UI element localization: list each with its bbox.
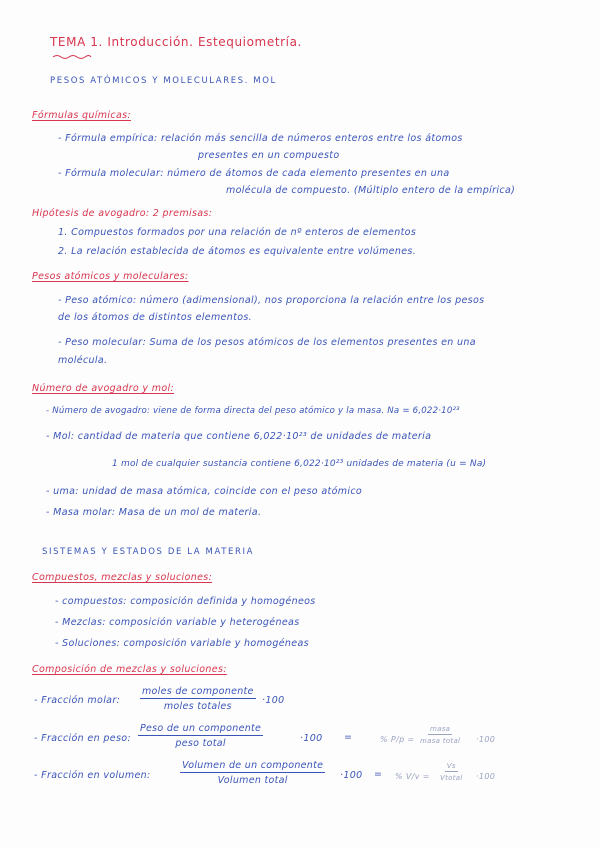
fraction-denominator: Vtotal bbox=[440, 774, 463, 782]
equals-sign: = bbox=[344, 732, 353, 743]
formula-tail: ·100 bbox=[340, 770, 363, 781]
formula-tail: ·100 bbox=[476, 772, 496, 781]
fraction-volume bbox=[180, 760, 325, 786]
text-line: - Masa molar: Masa de un mol de materia. bbox=[46, 507, 262, 518]
heading-composition: Composición de mezclas y soluciones: bbox=[32, 664, 227, 675]
formula-alt-lhs: % P/p = bbox=[380, 735, 415, 744]
fraction-weight bbox=[138, 723, 263, 749]
formula-label: - Fracción en volumen: bbox=[34, 770, 151, 781]
formula-tail: ·100 bbox=[262, 695, 285, 706]
text-line: - uma: unidad de masa atómica, coincide con el peso atómico bbox=[46, 486, 363, 497]
formula-label: - Fracción molar: bbox=[34, 695, 121, 706]
text-line: presentes en un compuesto bbox=[198, 150, 340, 161]
fraction-numerator: masa bbox=[430, 725, 451, 733]
text-line: 1. Compuestos formados por una relación de nº enteros de elementos bbox=[58, 227, 417, 238]
fraction-denominator: Volumen total bbox=[217, 775, 288, 786]
heading-formulas: Fórmulas químicas: bbox=[32, 110, 131, 121]
formula-alt-lhs: % V/v = bbox=[395, 772, 430, 781]
heading-atomic-weights: Pesos atómicos y moleculares: bbox=[32, 271, 189, 282]
text-line: - Número de avogadro: viene de forma directa del peso atómico y la masa. Na = 6,022·10²³ bbox=[46, 406, 460, 416]
text-line: - Peso atómico: número (adimensional), nos proporciona la relación entre los pesos bbox=[58, 295, 485, 306]
fraction-volume-alt bbox=[440, 762, 463, 782]
text-line: - Mol: cantidad de materia que contiene 6,022·10²³ de unidades de materia bbox=[46, 431, 432, 442]
page-title: TEMA 1. Introducción. Estequiometría. bbox=[50, 35, 302, 49]
text-line: 2. La relación establecida de átomos es equivalente entre volúmenes. bbox=[58, 246, 417, 257]
section-subtitle-2: SISTEMAS Y ESTADOS DE LA MATERIA bbox=[42, 547, 254, 557]
text-line: - Peso molecular: Suma de los pesos atómicos de los elementos presentes en una bbox=[58, 337, 476, 348]
title-underline bbox=[52, 54, 92, 60]
heading-avogadro-mol: Número de avogadro y mol: bbox=[32, 383, 175, 394]
fraction-molar bbox=[140, 686, 256, 712]
text-line: molécula de compuesto. (Múltiplo entero de la empírica) bbox=[226, 185, 516, 196]
fraction-numerator: moles de componente bbox=[142, 686, 254, 697]
formula-label: - Fracción en peso: bbox=[34, 733, 131, 744]
fraction-weight-alt bbox=[420, 725, 460, 745]
fraction-denominator: masa total bbox=[420, 737, 461, 745]
equals-sign: = bbox=[374, 769, 383, 780]
text-line: de los átomos de distintos elementos. bbox=[58, 312, 253, 323]
formula-tail: ·100 bbox=[300, 733, 323, 744]
fraction-denominator: moles totales bbox=[163, 701, 232, 712]
section-subtitle: PESOS ATÓMICOS Y MOLECULARES. MOL bbox=[50, 76, 277, 86]
heading-compounds: Compuestos, mezclas y soluciones: bbox=[32, 572, 213, 583]
text-line: - Soluciones: composición variable y homogéneas bbox=[55, 638, 309, 649]
text-line: 1 mol de cualquier sustancia contiene 6,022·10²³ unidades de materia (u = Na) bbox=[112, 459, 487, 469]
text-line: molécula. bbox=[58, 355, 108, 366]
formula-tail: ·100 bbox=[476, 735, 496, 744]
text-line: - Fórmula empírica: relación más sencilla de números enteros entre los átomos bbox=[58, 133, 463, 144]
heading-avogadro-hypothesis: Hipótesis de avogadro: 2 premisas: bbox=[32, 208, 213, 219]
fraction-numerator: Vs bbox=[446, 762, 456, 770]
fraction-numerator: Peso de un componente bbox=[140, 723, 262, 734]
text-line: - Fórmula molecular: número de átomos de cada elemento presentes en una bbox=[58, 168, 450, 179]
text-line: - compuestos: composición definida y homogéneos bbox=[55, 596, 316, 607]
fraction-numerator: Volumen de un componente bbox=[182, 760, 324, 771]
fraction-denominator: peso total bbox=[175, 738, 226, 749]
text-line: - Mezclas: composición variable y heterogéneas bbox=[55, 617, 300, 628]
